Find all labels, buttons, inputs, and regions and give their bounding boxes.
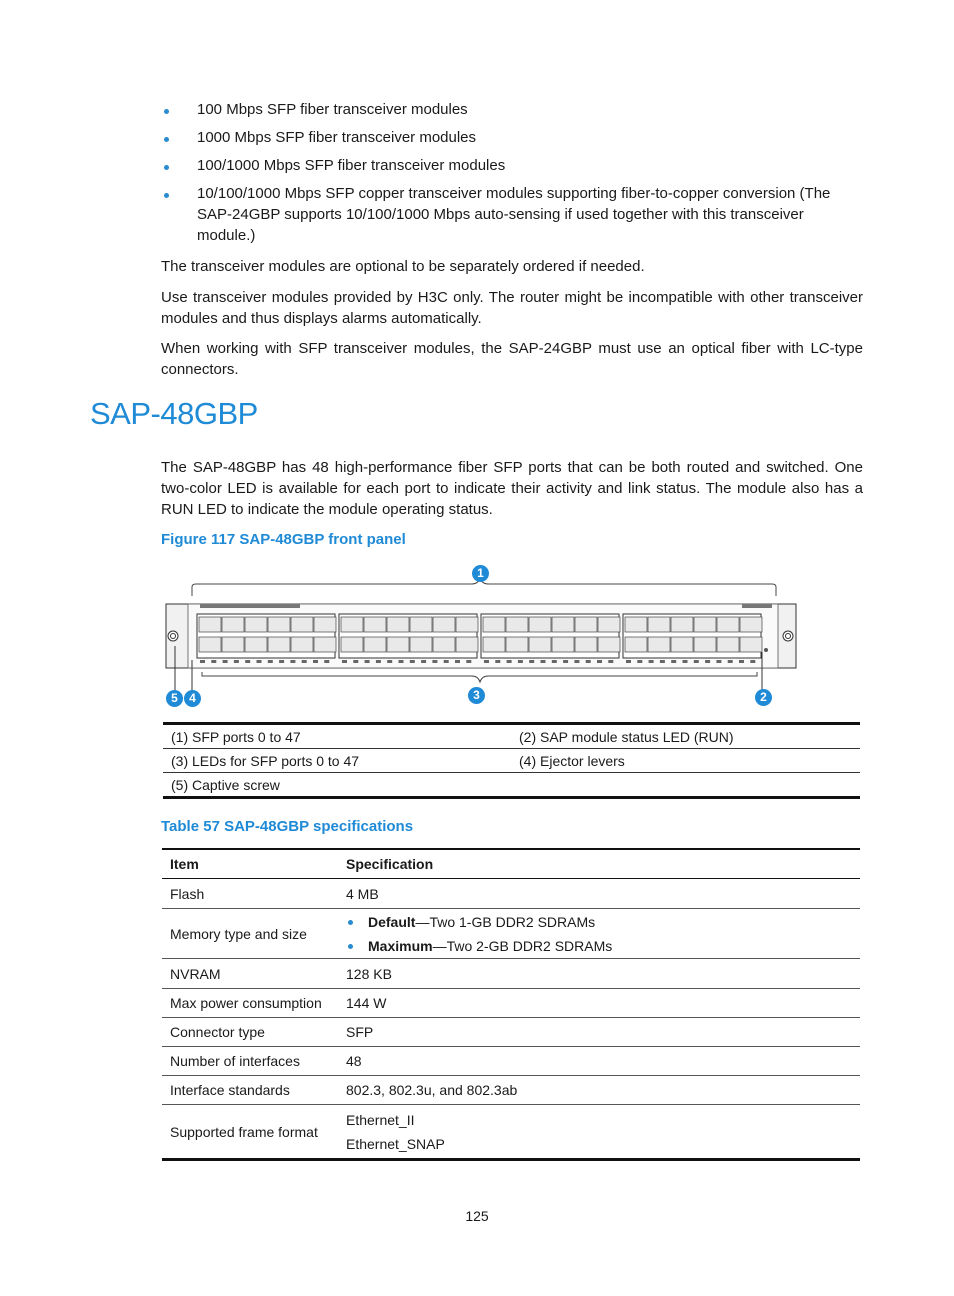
sfp-port xyxy=(456,637,478,652)
callout-3: 3 xyxy=(468,687,485,704)
figure-caption: Figure 117 SAP-48GBP front panel xyxy=(161,531,406,548)
spec-cell: 48 xyxy=(338,1047,860,1076)
sfp-port xyxy=(433,637,455,652)
table-row xyxy=(162,1076,860,1105)
port-led xyxy=(574,660,579,663)
port-led xyxy=(563,660,568,663)
port-led xyxy=(728,660,733,663)
port-led xyxy=(529,660,534,663)
sfp-port xyxy=(222,617,244,632)
paragraph: Use transceiver modules provided by H3C only. The router might be incompatible with other transceiver modules and thus displays alarms automatically. xyxy=(161,289,863,327)
sfp-port xyxy=(694,637,716,652)
sfp-port xyxy=(648,617,670,632)
item-cell: Memory type and size xyxy=(162,909,338,959)
spec-table xyxy=(162,848,860,1161)
item-cell: Connector type xyxy=(162,1018,338,1047)
spec-cell: 802.3, 802.3u, and 802.3ab xyxy=(338,1076,860,1105)
port-led xyxy=(410,660,415,663)
captive-screw-right xyxy=(783,631,793,641)
spec-cell xyxy=(338,1105,860,1160)
port-led xyxy=(455,660,460,663)
sfp-port xyxy=(314,637,336,652)
sfp-port xyxy=(648,637,670,652)
port-led xyxy=(223,660,228,663)
port-led xyxy=(365,660,370,663)
front-panel-drawing xyxy=(162,560,802,710)
legend-cell xyxy=(511,773,860,798)
sfp-port xyxy=(268,617,290,632)
sfp-port xyxy=(506,617,528,632)
sfp-port xyxy=(740,617,762,632)
sfp-port xyxy=(740,637,762,652)
spec-cell: 144 W xyxy=(338,989,860,1018)
run-led xyxy=(764,648,768,652)
sfp-port xyxy=(364,617,386,632)
port-led xyxy=(268,660,273,663)
list-item: 100 Mbps SFP fiber transceiver modules xyxy=(161,99,863,120)
port-led xyxy=(279,660,284,663)
port-led xyxy=(432,660,437,663)
sfp-port xyxy=(341,617,363,632)
table-row xyxy=(162,1018,860,1047)
port-led xyxy=(552,660,557,663)
callout-4: 4 xyxy=(184,690,201,707)
sfp-port xyxy=(575,617,597,632)
sfp-port xyxy=(575,637,597,652)
sfp-port xyxy=(387,617,409,632)
port-led xyxy=(637,660,642,663)
frame-format-line: Ethernet_SNAP xyxy=(346,1135,445,1152)
sfp-port xyxy=(552,617,574,632)
callout-bracket-leds xyxy=(202,672,757,682)
list-item: 10/100/1000 Mbps SFP copper transceiver modules supporting fiber-to-copper conversion (The SAP-24GBP supports 10/100/1000 Mbps auto-sensing if used together with this transceiver module.) xyxy=(161,183,863,246)
legend-cell: (4) Ejector levers xyxy=(511,749,860,773)
list-item: 100/1000 Mbps SFP fiber transceiver modules xyxy=(161,155,863,176)
front-panel-figure xyxy=(162,560,802,710)
list-item xyxy=(346,934,852,958)
sfp-port xyxy=(245,637,267,652)
item-cell: Flash xyxy=(162,879,338,909)
frame-format-line: Ethernet_II xyxy=(346,1111,415,1128)
sfp-port xyxy=(433,617,455,632)
port-led xyxy=(660,660,665,663)
sfp-port xyxy=(483,637,505,652)
column-header: Item xyxy=(162,849,338,879)
port-led xyxy=(257,660,262,663)
port-led xyxy=(302,660,307,663)
legend-cell: (3) LEDs for SFP ports 0 to 47 xyxy=(163,749,511,773)
port-led xyxy=(444,660,449,663)
sfp-port xyxy=(291,637,313,652)
table-row xyxy=(163,749,860,773)
sfp-port xyxy=(483,617,505,632)
port-led xyxy=(626,660,631,663)
sfp-port xyxy=(314,617,336,632)
port-led xyxy=(586,660,591,663)
item-cell: NVRAM xyxy=(162,959,338,989)
legend-cell: (1) SFP ports 0 to 47 xyxy=(163,724,511,749)
spec-cell: SFP xyxy=(338,1018,860,1047)
port-led xyxy=(597,660,602,663)
port-led xyxy=(376,660,381,663)
port-led xyxy=(399,660,404,663)
sfp-port xyxy=(598,617,620,632)
table-row xyxy=(163,724,860,749)
legend-cell: (2) SAP module status LED (RUN) xyxy=(511,724,860,749)
transceiver-list xyxy=(161,99,863,253)
page-number: 125 xyxy=(465,1208,489,1224)
table-row xyxy=(162,1105,860,1160)
port-led xyxy=(541,660,546,663)
section-heading: SAP-48GBP xyxy=(90,396,258,431)
legend-cell: (5) Captive screw xyxy=(163,773,511,798)
list-item-label: Default xyxy=(368,913,416,930)
label-strip-right xyxy=(742,604,772,608)
port-led xyxy=(683,660,688,663)
port-led xyxy=(200,660,205,663)
sfp-port xyxy=(552,637,574,652)
list-item-text: —Two 1-GB DDR2 SDRAMs xyxy=(415,913,596,930)
port-led xyxy=(739,660,744,663)
port-led xyxy=(211,660,216,663)
port-led xyxy=(716,660,721,663)
memory-list xyxy=(346,910,852,958)
sfp-port xyxy=(268,637,290,652)
port-led xyxy=(466,660,471,663)
port-led xyxy=(705,660,710,663)
label-strip-left xyxy=(200,604,300,608)
port-led xyxy=(518,660,523,663)
table-row xyxy=(162,989,860,1018)
item-cell: Max power consumption xyxy=(162,989,338,1018)
table-header-row xyxy=(162,849,860,879)
port-led xyxy=(495,660,500,663)
port-led xyxy=(313,660,318,663)
list-item-text: —Two 2-GB DDR2 SDRAMs xyxy=(432,937,613,954)
paragraph: When working with SFP transceiver modules, the SAP-24GBP must use an optical fiber with LC-type connectors. xyxy=(161,340,863,378)
table-row xyxy=(163,773,860,798)
sfp-port xyxy=(529,617,551,632)
port-led xyxy=(671,660,676,663)
sfp-port xyxy=(410,637,432,652)
paragraph: The transceiver modules are optional to be separately ordered if needed. xyxy=(161,258,645,275)
sfp-port xyxy=(245,617,267,632)
captive-screw-left xyxy=(168,631,178,641)
sfp-port xyxy=(222,637,244,652)
port-led xyxy=(290,660,295,663)
table-caption: Table 57 SAP-48GBP specifications xyxy=(161,818,414,835)
sfp-port xyxy=(199,617,221,632)
port-led xyxy=(245,660,250,663)
sfp-port xyxy=(506,637,528,652)
sfp-port xyxy=(717,617,739,632)
sfp-port xyxy=(341,637,363,652)
port-led xyxy=(387,660,392,663)
table-row xyxy=(162,879,860,909)
port-led xyxy=(694,660,699,663)
port-led xyxy=(353,660,358,663)
port-led xyxy=(608,660,613,663)
table-row xyxy=(162,1047,860,1076)
sfp-port xyxy=(625,617,647,632)
sfp-port xyxy=(456,617,478,632)
spec-cell xyxy=(338,909,860,959)
port-led xyxy=(750,660,755,663)
section-intro: The SAP-48GBP has 48 high-performance fiber SFP ports that can be both routed and switched. One two-color LED is available for each port to indicate their activity and link status. The module also has a RUN LED to indicate the module operating status. xyxy=(161,459,863,518)
sfp-port xyxy=(364,637,386,652)
port-led xyxy=(649,660,654,663)
sfp-port xyxy=(694,617,716,632)
table-row xyxy=(162,959,860,989)
sfp-port xyxy=(199,637,221,652)
item-cell: Interface standards xyxy=(162,1076,338,1105)
callout-1: 1 xyxy=(472,565,489,582)
sfp-port xyxy=(291,617,313,632)
port-led xyxy=(421,660,426,663)
figure-legend xyxy=(163,722,860,799)
port-led xyxy=(507,660,512,663)
item-cell: Supported frame format xyxy=(162,1105,338,1160)
spec-cell: 4 MB xyxy=(338,879,860,909)
port-led xyxy=(324,660,329,663)
sfp-port xyxy=(598,637,620,652)
list-item xyxy=(346,910,852,934)
callout-5: 5 xyxy=(166,690,183,707)
item-cell: Number of interfaces xyxy=(162,1047,338,1076)
column-header: Specification xyxy=(338,849,860,879)
list-item: 1000 Mbps SFP fiber transceiver modules xyxy=(161,127,863,148)
sfp-port xyxy=(671,637,693,652)
port-led xyxy=(234,660,239,663)
sfp-port xyxy=(625,637,647,652)
sfp-port xyxy=(387,637,409,652)
port-led xyxy=(484,660,489,663)
list-item-label: Maximum xyxy=(368,937,433,954)
sfp-port xyxy=(529,637,551,652)
port-led xyxy=(342,660,347,663)
table-row xyxy=(162,909,860,959)
callout-2: 2 xyxy=(755,689,772,706)
spec-cell: 128 KB xyxy=(338,959,860,989)
sfp-port xyxy=(717,637,739,652)
sfp-port xyxy=(410,617,432,632)
sfp-port xyxy=(671,617,693,632)
